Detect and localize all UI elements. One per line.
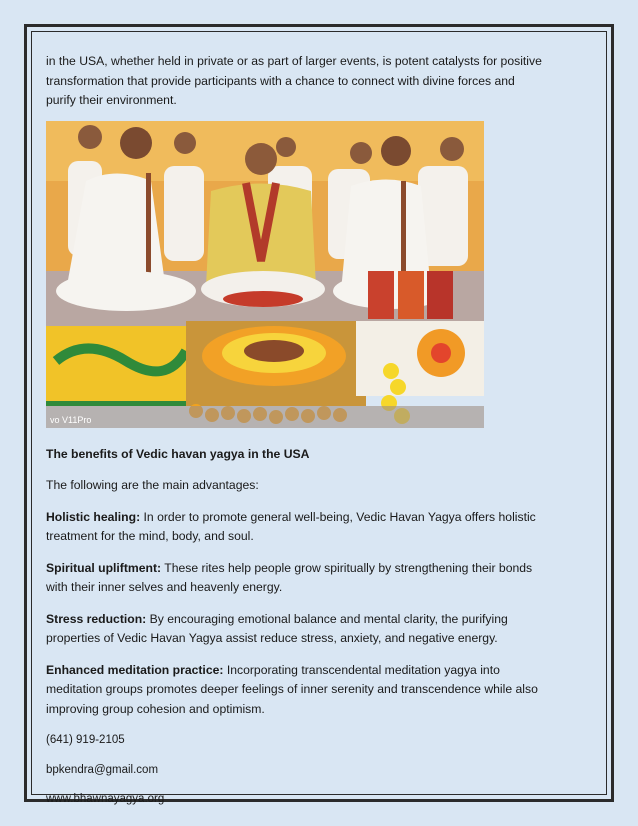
benefit-spiritual-upliftment [46, 559, 546, 598]
benefit-title: Holistic healing: [46, 509, 141, 524]
contact-website: www.bhawnayagya.org [46, 793, 165, 805]
benefit-holistic-healing [46, 508, 546, 547]
havan-ceremony-photo [46, 121, 484, 428]
advantages-intro: The following are the main advantages: [46, 478, 259, 492]
benefit-text: These rites help people grow spiritually by strengthening their bonds with their inner selves and heavenly energy. [46, 560, 533, 594]
benefit-title: Enhanced meditation practice: [46, 662, 224, 677]
benefit-enhanced-meditation [46, 661, 546, 720]
photo-watermark: vo V11Pro [50, 414, 92, 425]
benefit-text: In order to promote general well-being, Vedic Havan Yagya offers holistic treatment for the mind, body, and soul. [46, 509, 536, 543]
benefit-text: By encouraging emotional balance and mental clarity, the purifying properties of Vedic Havan Yagya assist reduce stress, anxiety, and negative energy. [46, 611, 508, 645]
document-content [46, 52, 546, 820]
benefit-stress-reduction [46, 610, 546, 649]
section-heading: The benefits of Vedic havan yagya in the USA [46, 446, 310, 461]
contact-email: bpkendra@gmail.com [46, 763, 159, 776]
intro-paragraph: in the USA, whether held in private or as part of larger events, is potent catalysts for positive transformation that provide participants with a chance to connect with divine forces and purify their environment. [46, 54, 542, 107]
benefit-text: Incorporating transcendental meditation yagya into meditation groups promotes deeper feelings of inner serenity and transcendence while also improving group cohesion and optimism. [46, 662, 538, 716]
benefit-title: Stress reduction: [46, 611, 147, 626]
benefit-title: Spiritual upliftment: [46, 560, 162, 575]
contact-phone: (641) 919-2105 [46, 734, 125, 746]
